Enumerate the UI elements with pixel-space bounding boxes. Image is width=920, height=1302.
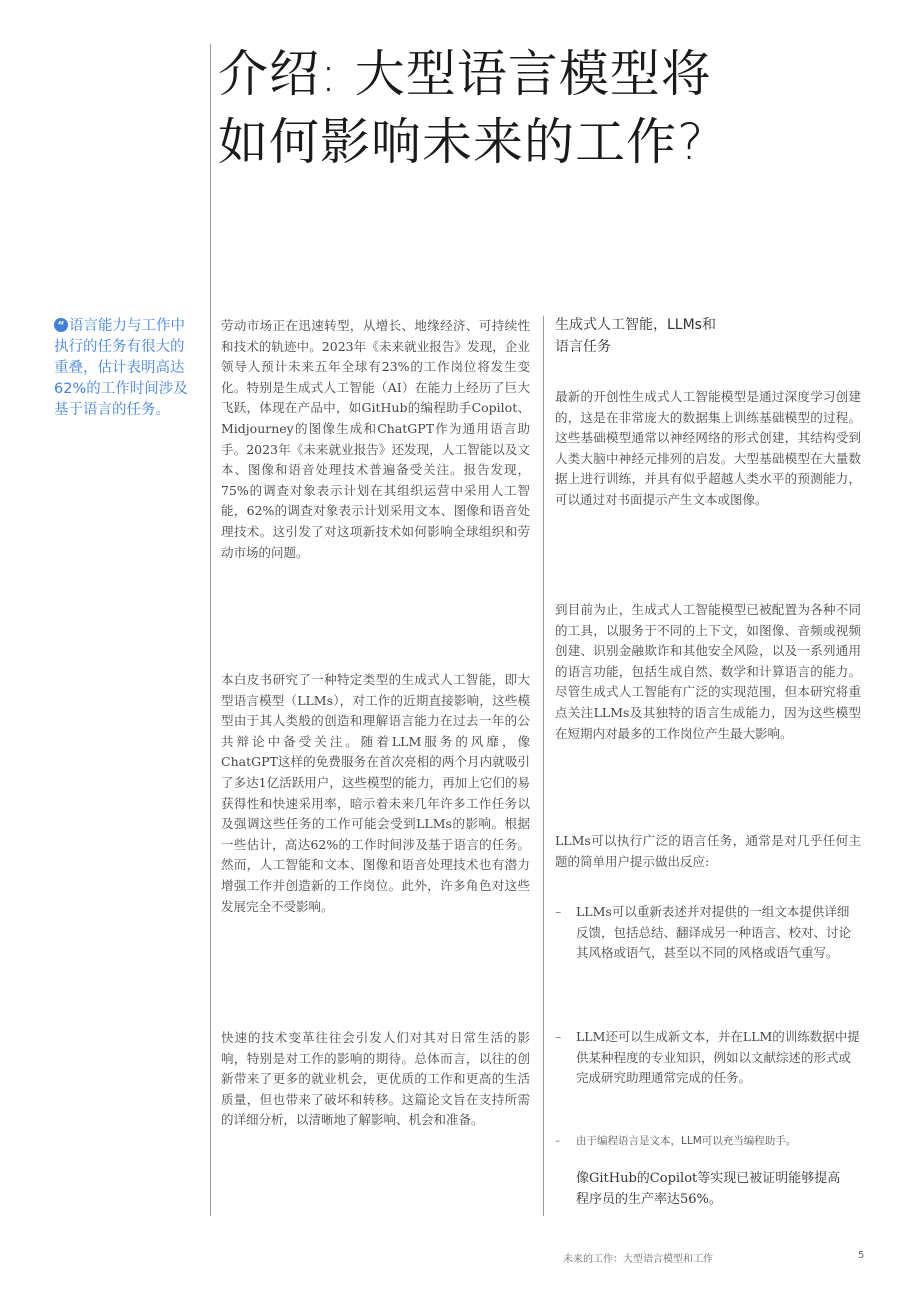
page-title [218,40,858,176]
intro-paragraph-1: 劳动市场正在迅速转型，从增长、地缘经济、可持续性和技术的轨迹中。2023年《未来就业报告》发现，企业领导人预计未来五年全球有23%的工作岗位将发生变化。特别是生成式人工智能（AI）在能力上经历了巨大飞跃，体现在产品中，如GitHub的编程助手Copilot、Midjourney的图像生成和ChatGPT作为通用语言助手。2023年《未来就业报告》还发现，人工智能以及文本、图像和语音处理技术普遍备受关注。报告发现，75%的调查对象表示计划在其组织运营中采用人工智能，62%的调查对象表示计划采用文本、图像和语音处理技术。这引发了对这项新技术如何影响全球组织和劳动市场的问题。 [221,318,530,560]
highlight-statement: 像GitHub的Copilot等实现已被证明能够提高程序员的生产率达56%。 [576,1171,841,1207]
list-item-text: LLM还可以生成新文本，并在LLM的训练数据中提供某种程度的专业知识，例如以文献综述的形式或完成研究助理通常完成的任务。 [576,1029,860,1086]
list-item-text: 由于编程语言是文本，LLM可以充当编程助手。 [576,1135,797,1147]
title-line-2: 如何影响未来的工作? [218,113,705,171]
genai-paragraph-1: 最新的开创性生成式人工智能模型是通过深度学习创建的，这是在非常庞大的数据集上训练基础模型的过程。这些基础模型通常以神经网络的形式创建，其结构受到人类大脑中神经元排列的启发。大型基础模型在大量数据上进行训练，并具有似乎超越人类水平的预测能力，可以通过对书面提示产生文本或图像。 [555,389,861,507]
middle-divider [543,316,544,1216]
left-divider [210,44,211,1216]
genai-paragraph-3: LLMs可以执行广泛的语言任务，通常是对几乎任何主题的简单用户提示做出反应: [555,833,861,869]
genai-paragraph-2: 到目前为止，生成式人工智能模型已被配置为各种不同的工具，以服务于不同的上下文，如图像、音频或视频创建、识别金融欺诈和其他安全风险，以及一系列通用的语言功能，包括生成自然、数学和计算语言的能力。尽管生成式人工智能有广泛的实现范围，但本研究将重点关注LLMs及其独特的语言生成能力，因为这些模型在短期内对最多的工作岗位产生最大影响。 [555,602,861,741]
bullet-dash: – [555,1029,562,1044]
bullet-dash: – [555,904,562,919]
bullet-dash: – [555,1135,561,1147]
pull-quote-text: 语言能力与工作中执行的任务有很大的重叠，估计表明高达62%的工作时间涉及基于语言的任务。 [54,318,188,418]
list-item [555,1132,861,1150]
title-line-1: 介绍: 大型语言模型将 [218,45,712,103]
pull-quote [54,316,188,421]
page-number: 5 [858,1250,865,1261]
list-item [555,1027,861,1089]
footer-title: 未来的工作：大型语言模型和工作 [563,1254,713,1265]
quote-icon: “ [54,318,68,332]
intro-paragraph-2: 本白皮书研究了一种特定类型的生成式人工智能，即大型语言模型（LLMs），对工作的近期直接影响，这些模型由于其人类般的创造和理解语言能力在过去一年的公共辩论中备受关注。随着LLM服务的风靡，像ChatGPT这样的免费服务在首次亮相的两个月内就吸引了多达1亿活跃用户，这些模型的能力，再加上它们的易获得性和快速采用率，暗示着未来几年许多工作任务以及强调这些任务的工作可能会受到LLMs的影响。根据一些估计，高达62%的工作时间涉及基于语言的任务。然而，人工智能和文本、图像和语音处理技术也有潜力增强工作并创造新的工作岗位。此外，许多角色对这些发展完全不受影响。 [221,672,530,914]
section-heading-line-1: 生成式人工智能，LLMs和 [555,317,716,333]
section-heading-line-2: 语言任务 [555,339,611,355]
section-heading [555,314,755,358]
list-item [555,902,861,964]
intro-paragraph-3: 快速的技术变革往往会引发人们对其对日常生活的影响，特别是对工作的影响的期待。总体而言，以往的创新带来了更多的就业机会，更优质的工作和更高的生活质量，但也带来了破坏和转移。这篇论文旨在支持所需的详细分析，以清晰地了解影响、机会和准备。 [221,1030,530,1128]
list-item-text: LLMs可以重新表述并对提供的一组文本提供详细反馈，包括总结、翻译成另一种语言、校对、讨论其风格或语气，甚至以不同的风格或语气重写。 [576,904,852,961]
